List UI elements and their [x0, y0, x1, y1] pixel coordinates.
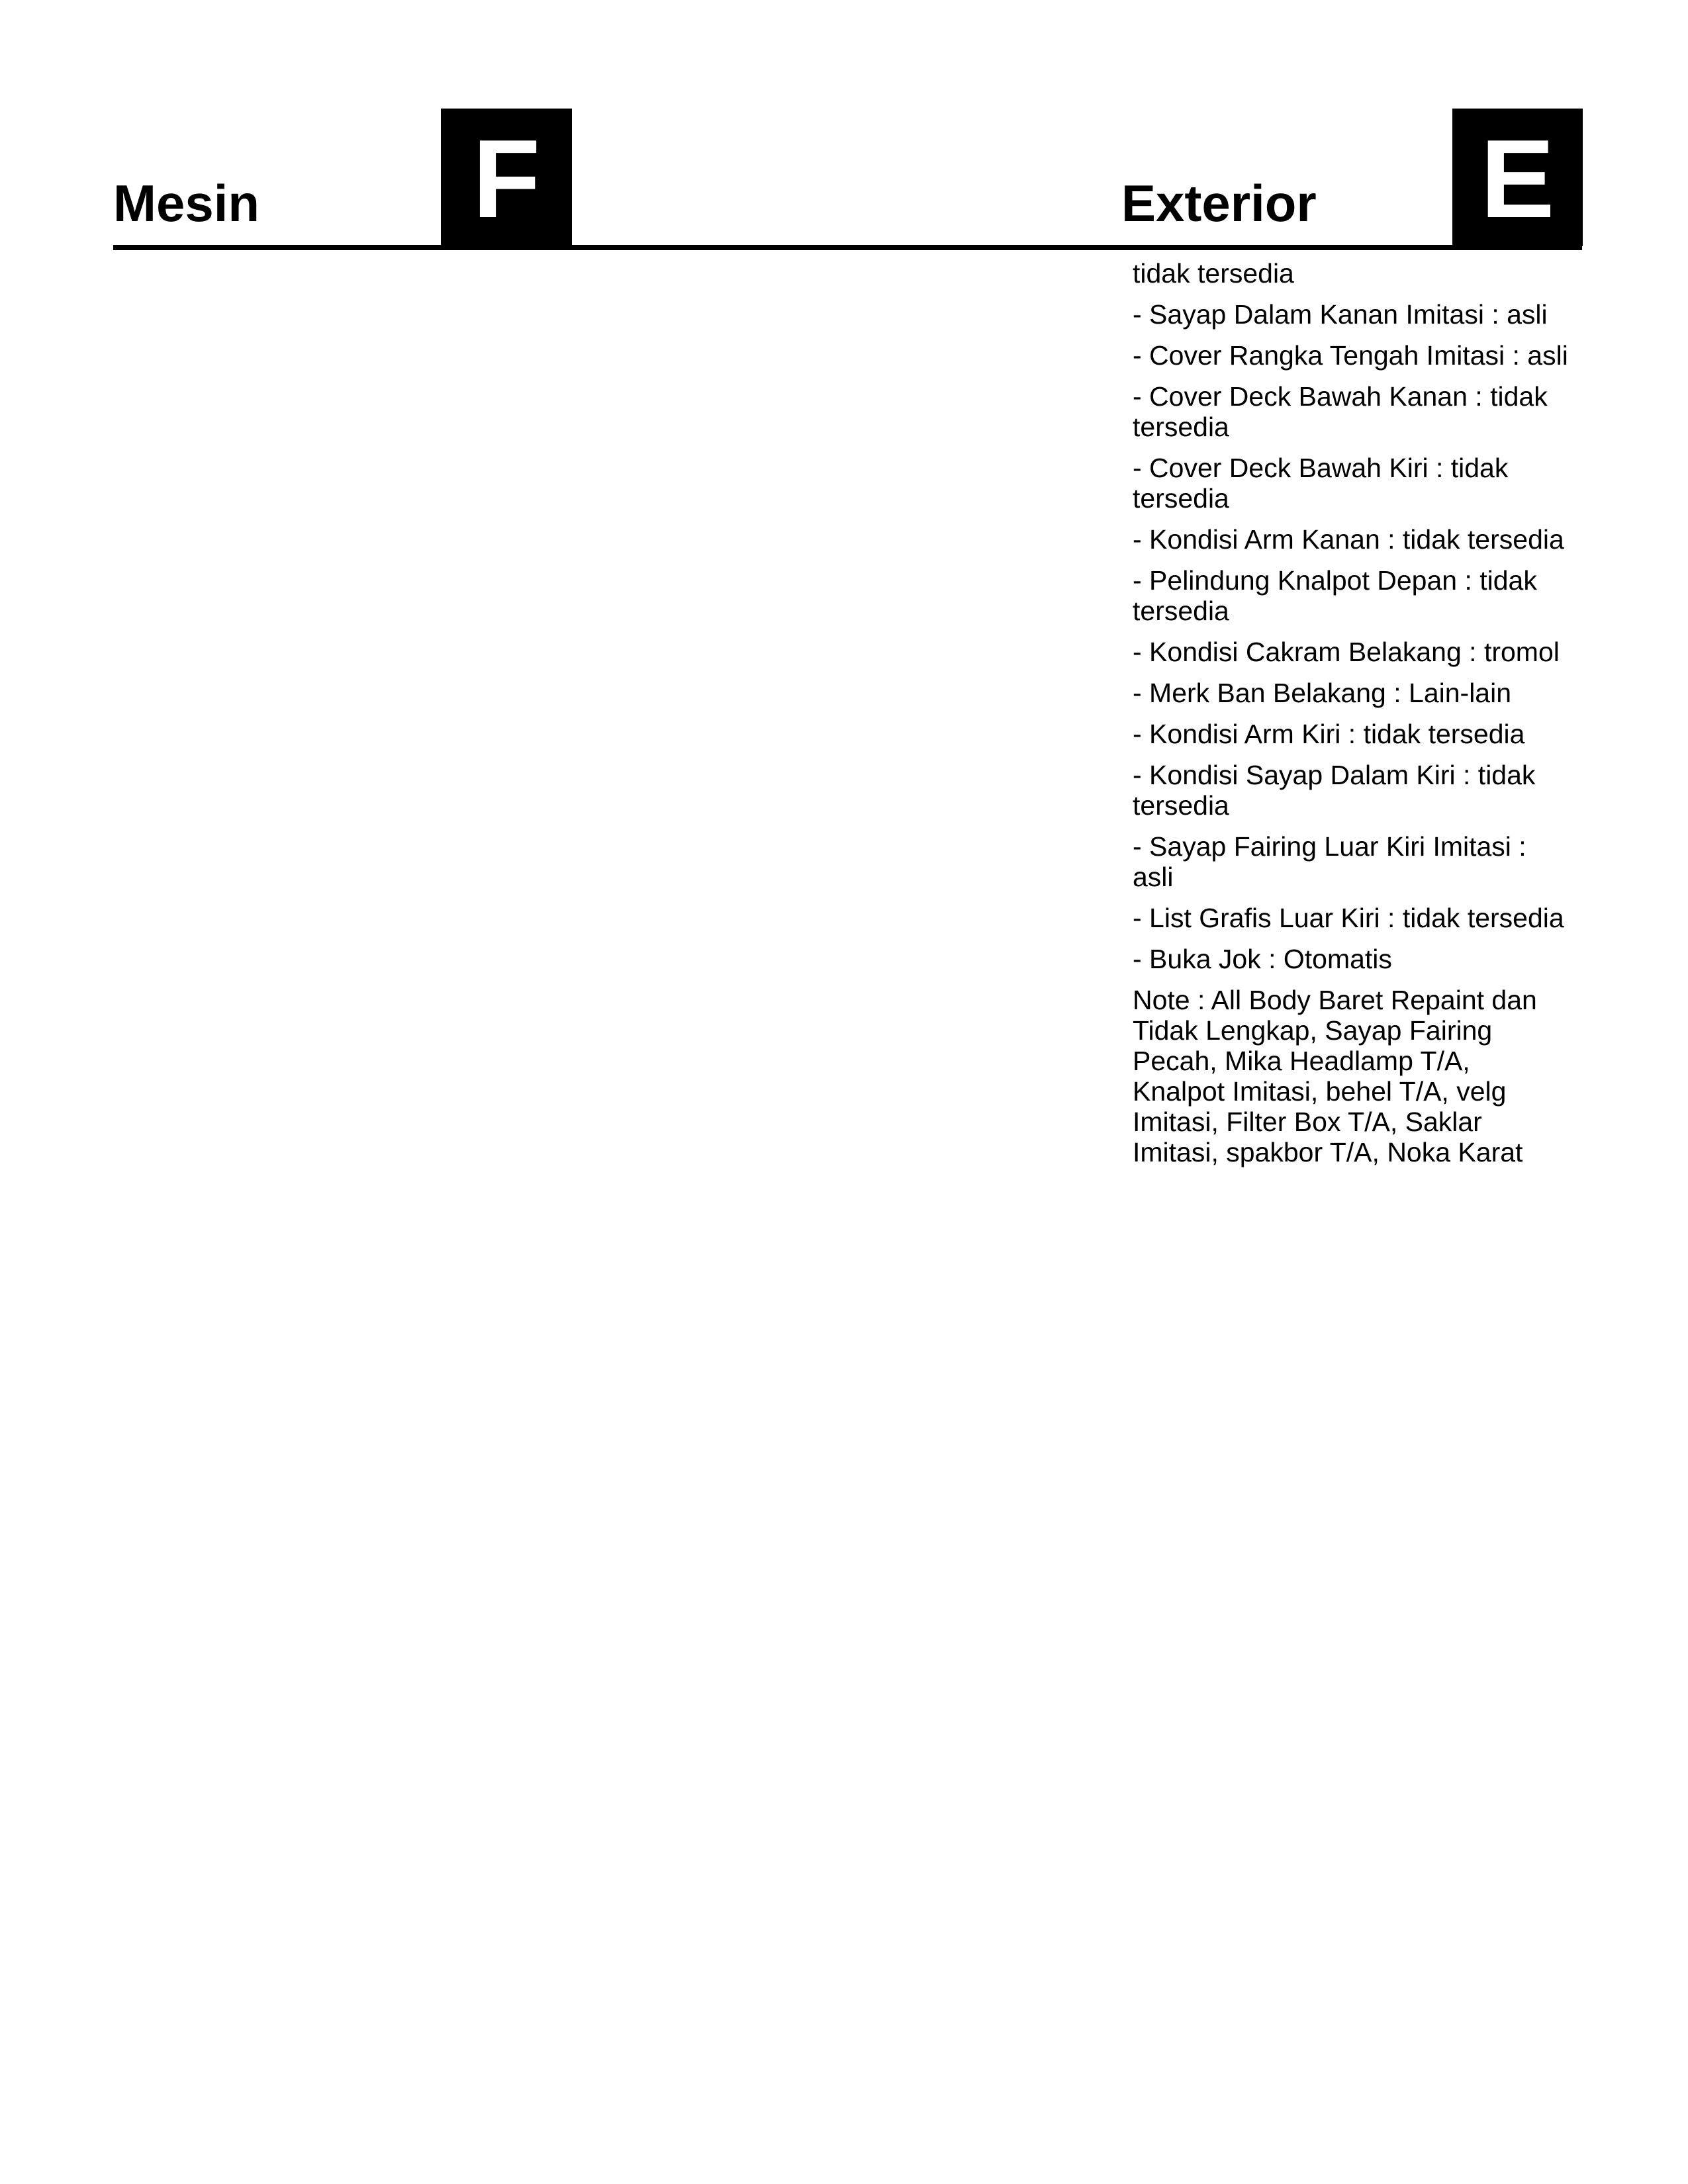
list-item: - Kondisi Arm Kiri : tidak tersedia: [1133, 719, 1525, 749]
header-divider: [113, 245, 1582, 250]
continuation-text: tidak tersedia: [1133, 258, 1294, 289]
list-item: - Cover Deck Bawah Kanan : tidak tersedia: [1133, 381, 1548, 442]
grade-badge-mesin: F: [441, 109, 572, 246]
list-item: - Merk Ban Belakang : Lain-lain: [1133, 678, 1512, 708]
list-item: - Kondisi Sayap Dalam Kiri : tidak tersedia: [1133, 760, 1536, 821]
section-title-exterior: Exterior: [1121, 174, 1317, 232]
note-text: Note : All Body Baret Repaint dan Tidak Lengkap, Sayap Fairing Pecah, Mika Headlamp T/A, Knalpot Imitasi, behel T/A, velg Imitasi, Filter Box T/A, Saklar Imitasi, spakbor T/A, Noka Karat: [1133, 985, 1537, 1167]
list-item: - Pelindung Knalpot Depan : tidak tersedia: [1133, 565, 1537, 626]
list-item: - Kondisi Arm Kanan : tidak tersedia: [1133, 524, 1564, 555]
list-item: - Buka Jok : Otomatis: [1133, 944, 1392, 974]
list-item: - Kondisi Cakram Belakang : tromol: [1133, 637, 1560, 667]
exterior-details: [1133, 258, 1570, 1178]
grade-badge-exterior: E: [1452, 109, 1583, 246]
list-item: - Cover Deck Bawah Kiri : tidak tersedia: [1133, 453, 1509, 514]
list-item: - List Grafis Luar Kiri : tidak tersedia: [1133, 903, 1564, 933]
list-item: - Cover Rangka Tengah Imitasi : asli: [1133, 340, 1568, 371]
list-item: - Sayap Fairing Luar Kiri Imitasi : asli: [1133, 831, 1526, 892]
list-item: - Sayap Dalam Kanan Imitasi : asli: [1133, 299, 1548, 330]
section-title-mesin: Mesin: [113, 174, 260, 232]
